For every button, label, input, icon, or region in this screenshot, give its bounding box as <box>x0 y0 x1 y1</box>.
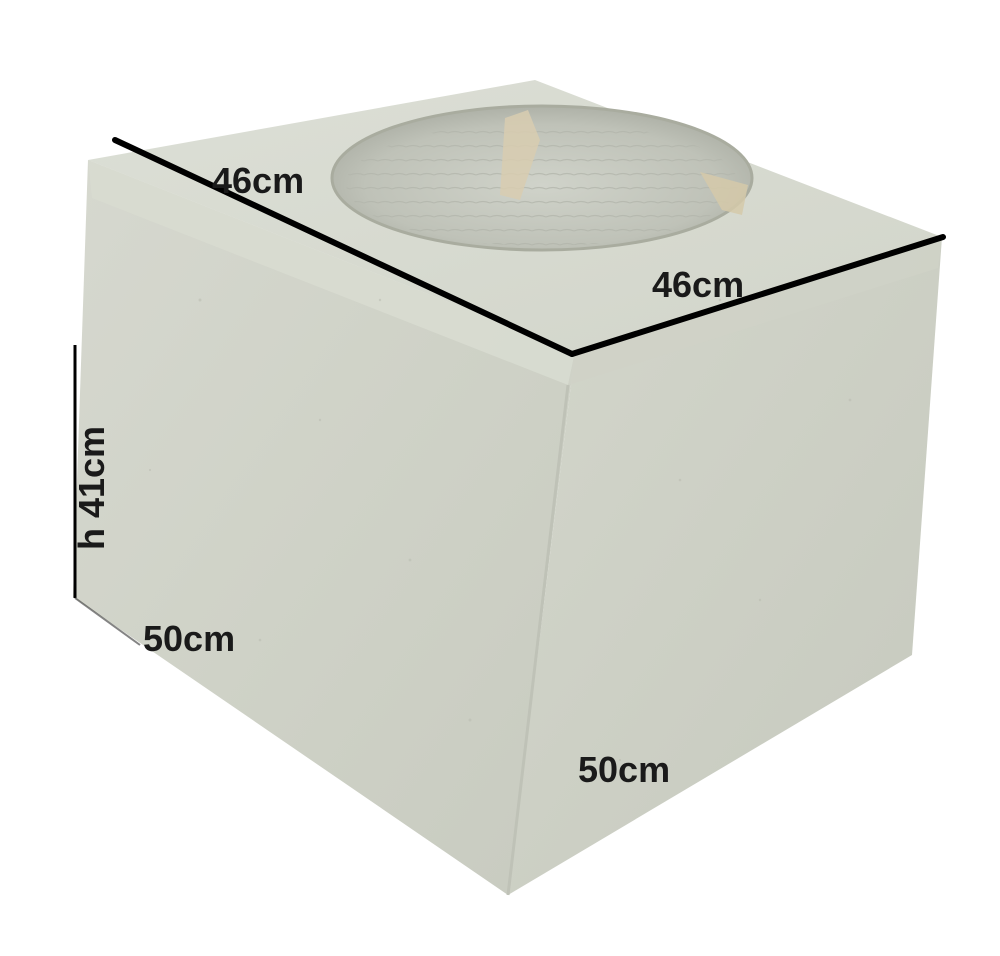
top-right-edge-label: 46cm <box>652 264 745 305</box>
block-hole <box>332 106 752 250</box>
concrete-block <box>73 80 942 895</box>
top-left-edge-label: 46cm <box>212 160 305 201</box>
bottom-right-edge-label: 50cm <box>578 749 671 790</box>
bottom-left-edge-label: 50cm <box>143 618 236 659</box>
height-label: h 41cm <box>71 425 112 550</box>
